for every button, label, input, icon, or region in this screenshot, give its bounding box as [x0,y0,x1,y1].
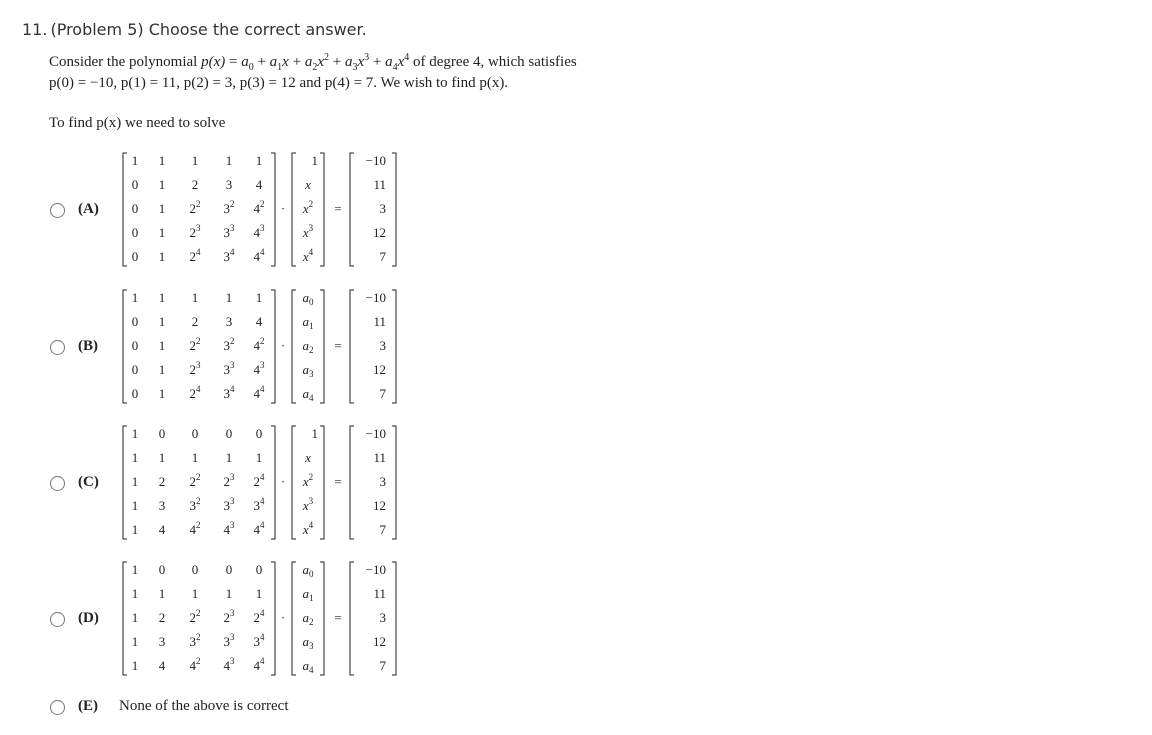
matrix-entry: $3^4$ [253,496,265,513]
option-e[interactable] [0,698,1152,720]
multiply-dot: · [280,610,286,625]
option-e-label: (E) [78,698,98,714]
intro-line-2: p(0) = −10, p(1) = 11, p(2) = 3, p(3) = 12 and p(4) = 7. We wish to find p(x). [49,75,509,91]
vector-bracket-right [320,290,324,403]
matrix-entry: $2^3$ [223,472,235,489]
matrix-entry: 1 [131,153,139,168]
option-a-label: (A) [78,201,99,217]
rhs-entry: 11 [373,177,386,192]
option-a-radio[interactable] [50,203,65,218]
vector-entry: $a_1$ [302,586,314,603]
matrix-entry: $3^4$ [223,384,235,401]
matrix-entry: $3^2$ [189,632,201,649]
matrix-entry: 1 [131,610,139,625]
matrix-entry: $3^4$ [253,632,265,649]
matrix-entry: 1 [158,153,166,168]
matrix-entry: 1 [131,586,139,601]
matrix-entry: $4^3$ [253,360,265,377]
matrix-entry: $2^3$ [189,223,201,240]
matrix-entry: 0 [158,562,166,577]
vector-entry: $x^2$ [302,472,314,489]
matrix-entry: 1 [158,177,166,192]
option-d[interactable] [0,559,1152,679]
matrix-entry: 0 [131,225,139,240]
matrix-entry: 3 [225,177,233,192]
intro-prompt: To find p(x) we need to solve [49,115,226,131]
option-d-label: (D) [78,610,99,626]
option-b-radio[interactable] [50,340,65,355]
matrix-entry: 0 [225,562,233,577]
matrix-entry: $2^2$ [189,199,201,216]
matrix-entry: 1 [225,290,233,305]
matrix-entry: $4^3$ [223,656,235,673]
vector-bracket-right [320,153,324,266]
rhs-bracket-left [350,290,354,403]
matrix-entry: $2^2$ [189,336,201,353]
matrix-entry: 0 [191,426,199,441]
option-c-radio[interactable] [50,476,65,491]
matrix-entry: 1 [158,314,166,329]
vector-bracket-right [320,426,324,539]
matrix-entry: 0 [131,177,139,192]
rhs-bracket-right [392,290,396,403]
matrix-entry: 1 [158,362,166,377]
matrix-entry: $3^2$ [223,199,235,216]
matrix-entry: $4^4$ [253,520,265,537]
rhs-entry: 7 [379,522,386,537]
matrix-entry: $4^2$ [253,336,265,353]
matrix-entry: 1 [131,522,139,537]
rhs-entry: 11 [373,314,386,329]
option-a[interactable] [0,150,1152,270]
matrix-entry: 0 [255,426,263,441]
matrix-entry: $3^2$ [223,336,235,353]
matrix-entry: 1 [131,290,139,305]
option-d-radio[interactable] [50,612,65,627]
matrix-entry: 0 [131,314,139,329]
matrix-entry: 1 [191,450,199,465]
rhs-bracket-right [392,426,396,539]
matrix-entry: 2 [158,474,166,489]
vector-entry: 1 [311,153,318,168]
matrix-entry: 1 [158,290,166,305]
equals-sign: = [334,474,342,489]
intro-line-1: Consider the polynomial $p(x) = a_0 + a_1x + a_2x^2 + a_3x^3 + a_4x^4$ of degree 4, which satisfies [49,52,577,73]
matrix-entry: 1 [131,634,139,649]
rhs-bracket-left [350,153,354,266]
vector-entry: $a_3$ [302,362,314,379]
option-c-equation [118,423,418,543]
equals-sign: = [334,610,342,625]
matrix-entry: 1 [158,586,166,601]
matrix-entry: 1 [225,586,233,601]
matrix-entry: 1 [158,386,166,401]
vector-bracket-left [292,562,296,675]
option-d-equation [118,559,418,679]
option-e-text: None of the above is correct [119,698,289,714]
rhs-entry: −10 [365,290,386,305]
matrix-entry: 0 [131,201,139,216]
question-number: 11. [22,20,48,39]
matrix-bracket-left [123,290,127,403]
matrix-entry: 1 [255,153,263,168]
rhs-entry: 7 [379,386,386,401]
question-title: (Problem 5) Choose the correct answer. [50,20,367,39]
matrix-entry: $2^4$ [189,247,201,264]
rhs-bracket-left [350,426,354,539]
rhs-entry: 12 [373,362,386,377]
multiply-dot: · [280,201,286,216]
matrix-entry: 0 [131,386,139,401]
matrix-entry: 0 [131,249,139,264]
matrix-entry: 0 [255,562,263,577]
matrix-bracket-right [271,426,275,539]
matrix-entry: 1 [131,450,139,465]
matrix-entry: $4^4$ [253,656,265,673]
matrix-entry: $2^4$ [253,608,265,625]
matrix-entry: $2^2$ [189,608,201,625]
matrix-entry: 1 [131,498,139,513]
matrix-entry: 1 [191,153,199,168]
rhs-bracket-right [392,562,396,675]
rhs-entry: 11 [373,450,386,465]
option-a-equation [118,150,418,270]
vector-entry: $a_1$ [302,314,314,331]
vector-bracket-left [292,290,296,403]
rhs-entry: 3 [379,338,386,353]
matrix-entry: 1 [255,586,263,601]
matrix-entry: 1 [191,290,199,305]
matrix-entry: $4^2$ [189,520,201,537]
matrix-entry: $4^3$ [223,520,235,537]
matrix-bracket-left [123,426,127,539]
matrix-entry: 1 [255,450,263,465]
matrix-entry: $3^4$ [223,247,235,264]
matrix-entry: 0 [131,362,139,377]
matrix-bracket-left [123,153,127,266]
rhs-entry: 12 [373,634,386,649]
matrix-entry: 1 [131,474,139,489]
matrix-entry: 2 [191,314,199,329]
matrix-entry: 1 [225,450,233,465]
matrix-entry: 2 [191,177,199,192]
option-b-equation [118,287,418,407]
matrix-entry: 1 [158,249,166,264]
vector-entry: $x^4$ [302,520,314,537]
matrix-entry: 4 [255,314,263,329]
vector-entry: $a_0$ [302,562,314,579]
vector-entry: x [305,177,311,192]
rhs-entry: 7 [379,658,386,673]
rhs-bracket-left [350,562,354,675]
option-c[interactable] [0,423,1152,543]
matrix-entry: $2^4$ [253,472,265,489]
matrix-entry: 1 [131,426,139,441]
matrix-entry: 0 [131,338,139,353]
matrix-entry: 1 [255,290,263,305]
matrix-entry: 1 [191,586,199,601]
vector-entry: $a_3$ [302,634,314,651]
matrix-entry: 0 [191,562,199,577]
matrix-entry: 3 [158,498,166,513]
question-header [22,20,367,39]
option-b-label: (B) [78,338,98,354]
matrix-entry: 3 [158,634,166,649]
matrix-bracket-right [271,562,275,675]
vector-entry: x [305,450,311,465]
matrix-entry: 1 [158,338,166,353]
vector-entry: 1 [311,426,318,441]
matrix-entry: 4 [158,658,166,673]
matrix-entry: $4^4$ [253,384,265,401]
matrix-entry: $4^2$ [253,199,265,216]
vector-entry: $a_4$ [302,658,314,675]
matrix-entry: $2^4$ [189,384,201,401]
matrix-entry: $3^3$ [223,360,235,377]
matrix-entry: 4 [158,522,166,537]
multiply-dot: · [280,474,286,489]
matrix-entry: 1 [158,201,166,216]
vector-entry: $a_2$ [302,338,314,355]
matrix-entry: 1 [225,153,233,168]
vector-entry: $x^3$ [302,223,314,240]
option-e-radio[interactable] [50,700,65,715]
matrix-entry: 1 [131,562,139,577]
matrix-entry: $3^3$ [223,496,235,513]
rhs-entry: −10 [365,153,386,168]
matrix-entry: $2^2$ [189,472,201,489]
matrix-entry: $4^2$ [189,656,201,673]
vector-bracket-right [320,562,324,675]
matrix-entry: 1 [158,225,166,240]
multiply-dot: · [280,338,286,353]
rhs-entry: 12 [373,225,386,240]
option-c-label: (C) [78,474,99,490]
matrix-entry: 0 [225,426,233,441]
vector-entry: $a_0$ [302,290,314,307]
matrix-bracket-right [271,153,275,266]
equals-sign: = [334,201,342,216]
matrix-entry: 1 [131,658,139,673]
matrix-entry: 3 [225,314,233,329]
matrix-bracket-left [123,562,127,675]
matrix-bracket-right [271,290,275,403]
option-b[interactable] [0,287,1152,407]
rhs-entry: −10 [365,562,386,577]
vector-entry: $x^2$ [302,199,314,216]
rhs-entry: 3 [379,610,386,625]
rhs-entry: 12 [373,498,386,513]
vector-entry: $x^3$ [302,496,314,513]
matrix-entry: $3^2$ [189,496,201,513]
matrix-entry: $2^3$ [223,608,235,625]
matrix-entry: $3^3$ [223,223,235,240]
vector-entry: $a_4$ [302,386,314,403]
vector-bracket-left [292,426,296,539]
vector-entry: $x^4$ [302,247,314,264]
vector-entry: $a_2$ [302,610,314,627]
matrix-entry: $4^3$ [253,223,265,240]
matrix-entry: 2 [158,610,166,625]
rhs-bracket-right [392,153,396,266]
rhs-entry: −10 [365,426,386,441]
rhs-entry: 3 [379,201,386,216]
rhs-entry: 11 [373,586,386,601]
vector-bracket-left [292,153,296,266]
matrix-entry: $2^3$ [189,360,201,377]
matrix-entry: 0 [158,426,166,441]
equals-sign: = [334,338,342,353]
rhs-entry: 3 [379,474,386,489]
matrix-entry: $4^4$ [253,247,265,264]
matrix-entry: 1 [158,450,166,465]
rhs-entry: 7 [379,249,386,264]
matrix-entry: $3^3$ [223,632,235,649]
matrix-entry: 4 [255,177,263,192]
